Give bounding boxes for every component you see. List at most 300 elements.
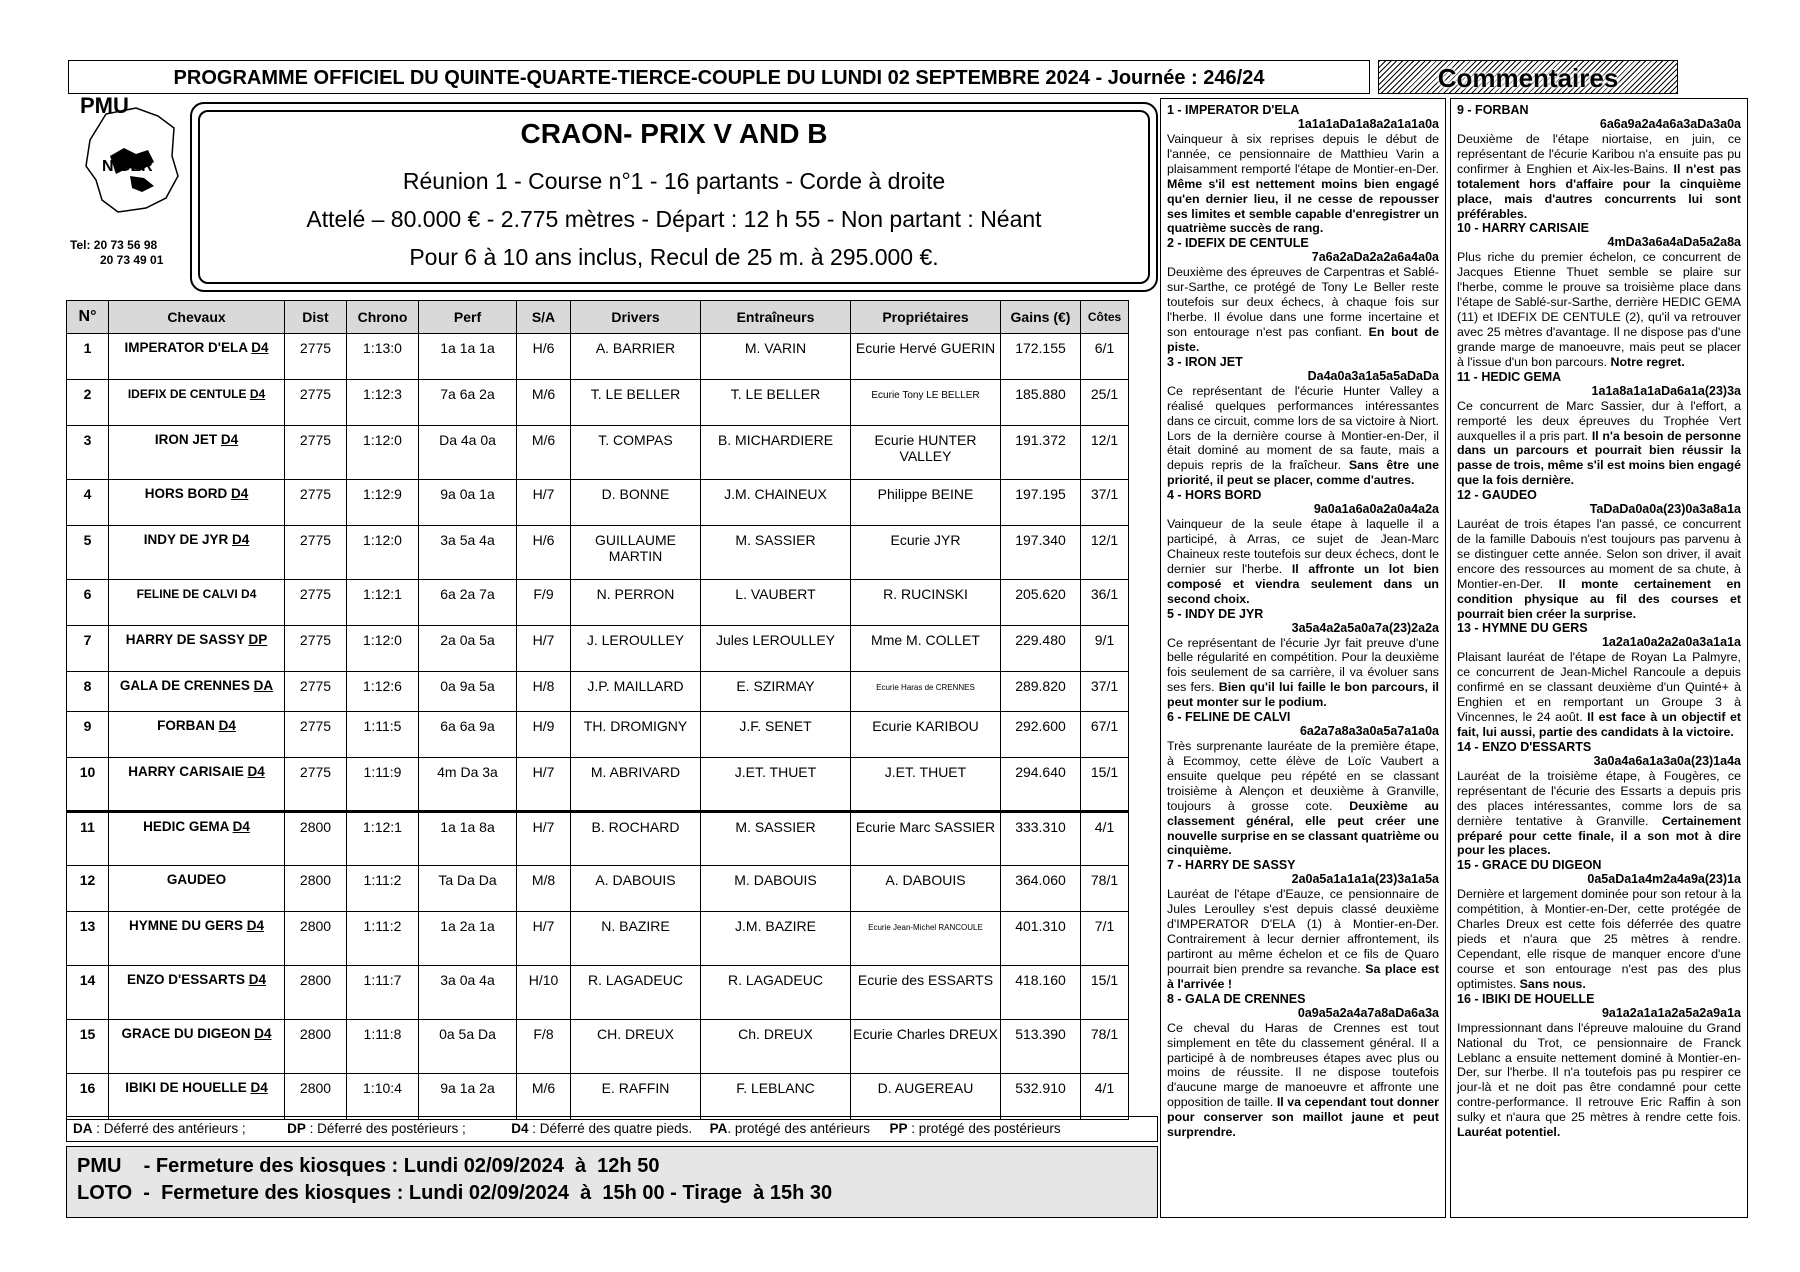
comment-title: 1 - IMPERATOR D'ELA bbox=[1167, 103, 1300, 117]
n-cell: 10 bbox=[67, 758, 109, 812]
comment-musique: 3a0a4a6a1a3a0a(23)1a4a bbox=[1593, 753, 1741, 768]
comment-body: Très surprenante lauréate de la première étape, à Ecommoy, cette élève de Loïc Vaubert a ensuite quelque peu répété en se classant troisième à Alençon et deuxième à Granville, toujours à grosse cote. bbox=[1167, 739, 1439, 813]
table-row bbox=[67, 380, 1129, 426]
comment-musique: 1a1a8a1a1aDa6a1a(23)3a bbox=[1591, 383, 1741, 398]
trainer-cell: J.ET. THUET bbox=[701, 758, 851, 812]
horse-name-cell bbox=[109, 426, 285, 480]
comment-verdict: Certainement préparé pour cette finale, il a son mot à dire pour les places. bbox=[1457, 813, 1741, 858]
horse-comment bbox=[1167, 488, 1439, 606]
comments-column-1 bbox=[1160, 98, 1446, 1218]
table-header-cell: Entraîneurs bbox=[701, 301, 851, 334]
horse-name: IDEFIX DE CENTULE bbox=[127, 387, 247, 401]
owner-cell: Ecurie Marc SASSIER bbox=[851, 812, 1001, 866]
horse-name: FELINE DE CALVI D4 bbox=[136, 587, 257, 601]
dist-cell: 2775 bbox=[285, 334, 347, 380]
chrono-cell: 1:12:6 bbox=[347, 672, 419, 712]
runners-table bbox=[66, 300, 1129, 1120]
comment-musique: 9a1a2a1a1a2a5a2a9a1a bbox=[1601, 1005, 1741, 1020]
comment-title: 14 - ENZO D'ESSARTS bbox=[1457, 739, 1592, 754]
sa-cell: H/7 bbox=[517, 758, 571, 812]
comment-musique: 6a2a7a8a3a0a5a7a1a0a bbox=[1299, 724, 1439, 739]
horse-name-cell bbox=[109, 672, 285, 712]
comment-text bbox=[1167, 636, 1439, 711]
chrono-cell: 1:12:0 bbox=[347, 626, 419, 672]
dist-cell: 2775 bbox=[285, 672, 347, 712]
deferre-code: D4 bbox=[231, 486, 249, 501]
gains-cell: 513.390 bbox=[1001, 1020, 1081, 1074]
kiosk-line-loto: LOTO - Fermeture des kiosques : Lundi 02/09/2024 à 15h 00 - Tirage à 15h 30 bbox=[77, 1182, 833, 1204]
dist-cell: 2800 bbox=[285, 812, 347, 866]
table-row bbox=[67, 912, 1129, 966]
cote-cell: 4/1 bbox=[1081, 812, 1129, 866]
table-row bbox=[67, 1074, 1129, 1120]
horse-comment bbox=[1167, 858, 1439, 991]
horse-comment bbox=[1457, 740, 1741, 858]
comment-body: Vainqueur à six reprises depuis le début de l'année, ce pensionnaire de Matthieu Varin a plaisamment remporté l'étape de Montier-en-Der. bbox=[1167, 132, 1439, 176]
race-line-2: Attelé – 80.000 € - 2.775 mètres - Départ : 12 h 55 - Non partant : Néant bbox=[306, 206, 1042, 232]
comment-musique: 0a5aDa1a4m2a4a9a(23)1a bbox=[1587, 872, 1741, 887]
cote-cell: 78/1 bbox=[1081, 866, 1129, 912]
cote-cell: 78/1 bbox=[1081, 1020, 1129, 1074]
trainer-cell: F. LEBLANC bbox=[701, 1074, 851, 1120]
comment-verdict: Il monte certainement en condition physique au fil des courses et pourrait bien créer la surprise. bbox=[1457, 576, 1741, 621]
table-header-cell: Drivers bbox=[571, 301, 701, 334]
cote-cell: 7/1 bbox=[1081, 912, 1129, 966]
horse-comment bbox=[1457, 992, 1741, 1140]
sa-cell: M/6 bbox=[517, 380, 571, 426]
chrono-cell: 1:11:8 bbox=[347, 1020, 419, 1074]
driver-cell: J.P. MAILLARD bbox=[571, 672, 701, 712]
comment-text bbox=[1167, 517, 1439, 606]
sa-cell: H/10 bbox=[517, 966, 571, 1020]
horse-name-cell bbox=[109, 526, 285, 580]
horse-name: FORBAN bbox=[157, 718, 215, 733]
comment-verdict: Il n'est pas totalement hors d'affaire pour la cinquième place, mais d'autres concurrents lui sont préférables. bbox=[1457, 161, 1741, 221]
deferre-code: DA bbox=[253, 678, 274, 693]
horse-name: HARRY DE SASSY bbox=[125, 632, 245, 647]
horse-comment bbox=[1167, 103, 1439, 236]
race-line-1: Réunion 1 - Course n°1 - 16 partants - Corde à droite bbox=[402, 168, 946, 194]
page-title: PROGRAMME OFFICIEL DU QUINTE-QUARTE-TIERCE-COUPLE DU LUNDI 02 SEPTEMBRE 2024 - Journée : 246/24 bbox=[68, 60, 1370, 94]
comment-musique: 1a1a1aDa1a8a2a1a1a0a bbox=[1297, 117, 1439, 131]
comment-text bbox=[1457, 517, 1741, 621]
dist-cell: 2775 bbox=[285, 380, 347, 426]
table-row bbox=[67, 672, 1129, 712]
gains-cell: 333.310 bbox=[1001, 812, 1081, 866]
horse-name-cell bbox=[109, 380, 285, 426]
comment-text bbox=[1167, 1021, 1439, 1140]
legend-d4-text: : Déferré des quatre pieds. bbox=[528, 1121, 693, 1136]
table-row bbox=[67, 426, 1129, 480]
comment-body: Lauréat de trois étapes l'an passé, ce concurrent de la famille Dabouis n'est toujours pas parvenu à se distinguer cette année. Selon son driver, il avait encore des ressources au moment de sa chute, à Montier-en-Der. bbox=[1457, 517, 1741, 591]
trainer-cell: L. VAUBERT bbox=[701, 580, 851, 626]
comment-title: 3 - IRON JET bbox=[1167, 354, 1243, 369]
deferre-code: D4 bbox=[232, 532, 250, 547]
comment-verdict: Il va cependant tout donner pour conserver son maillot jaune et peut surprendre. bbox=[1167, 1095, 1440, 1140]
cote-cell: 67/1 bbox=[1081, 712, 1129, 758]
gains-cell: 292.600 bbox=[1001, 712, 1081, 758]
horse-name: IRON JET bbox=[154, 432, 218, 447]
comment-musique: 6a6a9a2a4a6a3aDa3a0a bbox=[1599, 117, 1741, 131]
chrono-cell: 1:12:0 bbox=[347, 526, 419, 580]
comment-verdict: Deuxième au classement général, elle peut créer une nouvelle surprise en se classant quatrième ou cinquième. bbox=[1167, 798, 1440, 858]
gains-cell: 532.910 bbox=[1001, 1074, 1081, 1120]
driver-cell: A. DABOUIS bbox=[571, 866, 701, 912]
dist-cell: 2775 bbox=[285, 758, 347, 812]
horse-comment bbox=[1457, 103, 1741, 221]
comment-musique: TaDaDa0a0a(23)0a3a8a1a bbox=[1589, 502, 1741, 517]
table-header-cell: Chevaux bbox=[109, 301, 285, 334]
owner-cell: Ecurie Charles DREUX bbox=[851, 1020, 1001, 1074]
comment-body: Impressionnant dans l'épreuve malouine du Grand National du Trot, ce pensionnaire de Franck Leblanc a ensuite nettement dominé à Montier-en-Der, sur l'herbe. Il n'a toutefois pas pu respirer ce jour-là et ne doit pas être condamné pour cette contre-performance. Il retrouve Eric Raffin à son sulky et n'aura que 25 mètres à rendre cette fois. bbox=[1457, 1020, 1741, 1125]
chrono-cell: 1:10:4 bbox=[347, 1074, 419, 1120]
driver-cell: B. ROCHARD bbox=[571, 812, 701, 866]
kiosk-line-pmu: PMU - Fermeture des kiosques : Lundi 02/09/2024 à 12h 50 bbox=[77, 1155, 660, 1177]
comment-musique: 9a0a1a6a0a2a0a4a2a bbox=[1313, 502, 1439, 517]
legend-pp-text: : protégé des postérieurs bbox=[907, 1121, 1061, 1136]
deferre-code: D4 bbox=[248, 972, 266, 987]
comment-title: 11 - HEDIC GEMA bbox=[1457, 369, 1562, 384]
comment-text bbox=[1457, 250, 1741, 369]
deferre-code: DP bbox=[248, 632, 268, 647]
trainer-cell: M. DABOUIS bbox=[701, 866, 851, 912]
comment-verdict: Il n'a besoin de personne dans un parcours et pourrait bien réussir la passe de trois, même s'il est moins bien engagé que la fois dernière. bbox=[1457, 428, 1741, 488]
perf-cell: Ta Da Da bbox=[419, 866, 517, 912]
table-header-cell: N° bbox=[67, 301, 109, 334]
horse-name-cell bbox=[109, 480, 285, 526]
chrono-cell: 1:12:1 bbox=[347, 580, 419, 626]
sa-cell: M/6 bbox=[517, 1074, 571, 1120]
telephone-2: 20 73 49 01 bbox=[100, 253, 164, 267]
table-row bbox=[67, 526, 1129, 580]
owner-cell: R. RUCINSKI bbox=[851, 580, 1001, 626]
horse-comment bbox=[1167, 607, 1439, 711]
n-cell: 11 bbox=[67, 812, 109, 866]
dist-cell: 2800 bbox=[285, 1020, 347, 1074]
comment-text bbox=[1167, 887, 1439, 991]
horse-comment bbox=[1167, 355, 1439, 488]
comment-title: 13 - HYMNE DU GERS bbox=[1457, 621, 1588, 636]
horse-name-cell bbox=[109, 334, 285, 380]
table-header-cell: Perf bbox=[419, 301, 517, 334]
horse-name: IBIKI DE HOUELLE bbox=[125, 1080, 247, 1095]
sa-cell: H/6 bbox=[517, 334, 571, 380]
driver-cell: CH. DREUX bbox=[571, 1020, 701, 1074]
owner-cell: D. AUGEREAU bbox=[851, 1074, 1001, 1120]
owner-cell: Ecurie Jean-Michel RANCOULE bbox=[851, 912, 1001, 966]
deferre-code: D4 bbox=[218, 718, 236, 733]
chrono-cell: 1:11:7 bbox=[347, 966, 419, 1020]
gains-cell: 418.160 bbox=[1001, 966, 1081, 1020]
owner-cell: Ecurie HUNTER VALLEY bbox=[851, 426, 1001, 480]
comment-text bbox=[1457, 1021, 1741, 1140]
logo-pmu-text: PMU bbox=[80, 93, 129, 118]
comment-title: 10 - HARRY CARISAIE bbox=[1457, 221, 1589, 236]
horse-name-cell bbox=[109, 812, 285, 866]
n-cell: 9 bbox=[67, 712, 109, 758]
n-cell: 12 bbox=[67, 866, 109, 912]
comment-body: Dernière et largement dominée pour son retour à la compétition, à Montier-en-Der, cette protégée de Charles Dreux est cette fois déferrée des quatre pieds et n'aura que 25 mètres à rendre. Cependant, elle risque de manquer encore d'une course et son entourage n'est pas des plus optimistes. bbox=[1457, 887, 1741, 991]
horse-name-cell bbox=[109, 758, 285, 812]
owner-cell: Ecurie Hervé GUERIN bbox=[851, 334, 1001, 380]
race-line-3: Pour 6 à 10 ans inclus, Recul de 25 m. à 295.000 €. bbox=[409, 244, 939, 270]
legend-dp-code: DP bbox=[287, 1121, 306, 1136]
driver-cell: E. RAFFIN bbox=[571, 1074, 701, 1120]
sa-cell: H/7 bbox=[517, 480, 571, 526]
n-cell: 16 bbox=[67, 1074, 109, 1120]
cote-cell: 4/1 bbox=[1081, 1074, 1129, 1120]
trainer-cell: Ch. DREUX bbox=[701, 1020, 851, 1074]
table-row bbox=[67, 626, 1129, 672]
comment-verdict: Il affronte un lot bien composé et viendra seulement dans un second choix. bbox=[1167, 561, 1439, 606]
comment-title: 6 - FELINE DE CALVI bbox=[1167, 710, 1291, 725]
legend-pa-code: PA bbox=[709, 1121, 728, 1136]
chrono-cell: 1:11:5 bbox=[347, 712, 419, 758]
perf-cell: 9a 0a 1a bbox=[419, 480, 517, 526]
perf-cell: 3a 5a 4a bbox=[419, 526, 517, 580]
horse-name: INDY DE JYR bbox=[143, 532, 229, 547]
driver-cell: A. BARRIER bbox=[571, 334, 701, 380]
driver-cell: T. LE BELLER bbox=[571, 380, 701, 426]
perf-cell: 1a 1a 1a bbox=[419, 334, 517, 380]
trainer-cell: M. VARIN bbox=[701, 334, 851, 380]
table-header-cell: Côtes bbox=[1081, 301, 1129, 334]
perf-cell: Da 4a 0a bbox=[419, 426, 517, 480]
driver-cell: T. COMPAS bbox=[571, 426, 701, 480]
driver-cell: TH. DROMIGNY bbox=[571, 712, 701, 758]
deferre-code: D4 bbox=[220, 432, 239, 447]
comment-musique: 3a5a4a2a5a0a7a(23)2a2a bbox=[1291, 620, 1439, 635]
comment-verdict: Même s'il est nettement moins bien engagé qu'en dernier lieu, il ne cesse de repousser ses limites et semble capable d'enregistrer un quatrième succès de rang. bbox=[1167, 176, 1439, 236]
deferre-code: D4 bbox=[246, 918, 265, 933]
owner-cell: Ecurie Tony LE BELLER bbox=[851, 380, 1001, 426]
horse-name: HARRY CARISAIE bbox=[128, 764, 244, 779]
legend-da-code: DA bbox=[73, 1121, 93, 1136]
owner-cell: A. DABOUIS bbox=[851, 866, 1001, 912]
comment-verdict: Notre regret. bbox=[1610, 354, 1685, 369]
gains-cell: 197.195 bbox=[1001, 480, 1081, 526]
comment-title: 5 - INDY DE JYR bbox=[1167, 606, 1264, 621]
cote-cell: 6/1 bbox=[1081, 334, 1129, 380]
cote-cell: 15/1 bbox=[1081, 758, 1129, 812]
gains-cell: 364.060 bbox=[1001, 866, 1081, 912]
gains-cell: 185.880 bbox=[1001, 380, 1081, 426]
dist-cell: 2775 bbox=[285, 480, 347, 526]
comment-verdict: Sans être une priorité, il peut se placer, comme d'autres. bbox=[1167, 458, 1439, 488]
comment-text bbox=[1167, 132, 1439, 236]
telephone-block bbox=[70, 238, 163, 268]
comment-body: Vainqueur de la seule étape à laquelle il a participé, à Arras, ce sujet de Jean-Marc Chaineux reste toutefois sur deux échecs, dont le dernier sur l'herbe. bbox=[1167, 517, 1439, 576]
horse-name: GALA DE CRENNES bbox=[119, 678, 250, 693]
horse-name-cell bbox=[109, 912, 285, 966]
legend bbox=[66, 1116, 1158, 1142]
chrono-cell: 1:11:2 bbox=[347, 866, 419, 912]
dist-cell: 2775 bbox=[285, 712, 347, 758]
trainer-cell: M. SASSIER bbox=[701, 526, 851, 580]
trainer-cell: E. SZIRMAY bbox=[701, 672, 851, 712]
n-cell: 2 bbox=[67, 380, 109, 426]
horse-name: HORS BORD bbox=[144, 486, 228, 501]
horse-name-cell bbox=[109, 626, 285, 672]
gains-cell: 294.640 bbox=[1001, 758, 1081, 812]
perf-cell: 7a 6a 2a bbox=[419, 380, 517, 426]
comment-title: 4 - HORS BORD bbox=[1167, 488, 1262, 503]
comment-body: Ce cheval du Haras de Crennes est tout simplement en tête du classement général. Il a participé à de nombreuses étapes avec plus ou moins de réussite. Il ne dispose toutefois d'aucune marge de manoeuvre et affronte une opposition de taille. bbox=[1167, 1020, 1439, 1110]
chrono-cell: 1:12:3 bbox=[347, 380, 419, 426]
driver-cell: D. BONNE bbox=[571, 480, 701, 526]
comment-musique: 0a9a5a2a4a7a8aDa6a3a bbox=[1297, 1005, 1439, 1020]
driver-cell: N. PERRON bbox=[571, 580, 701, 626]
perf-cell: 1a 1a 8a bbox=[419, 812, 517, 866]
horse-name: HEDIC GEMA bbox=[143, 819, 229, 834]
deferre-code: D4 bbox=[247, 764, 265, 779]
cote-cell: 15/1 bbox=[1081, 966, 1129, 1020]
deferre-code: D4 bbox=[250, 1080, 268, 1095]
chrono-cell: 1:12:1 bbox=[347, 812, 419, 866]
horse-comment bbox=[1167, 236, 1439, 354]
chrono-cell: 1:13:0 bbox=[347, 334, 419, 380]
comment-verdict: Sa place est à l'arrivée ! bbox=[1167, 961, 1439, 991]
gains-cell: 197.340 bbox=[1001, 526, 1081, 580]
comment-text bbox=[1457, 399, 1741, 488]
perf-cell: 1a 2a 1a bbox=[419, 912, 517, 966]
table-row bbox=[67, 580, 1129, 626]
comment-title: 9 - FORBAN bbox=[1457, 103, 1529, 117]
legend-d4-code: D4 bbox=[511, 1121, 529, 1136]
sa-cell: H/8 bbox=[517, 672, 571, 712]
telephone-1: Tel: 20 73 56 98 bbox=[70, 238, 158, 252]
n-cell: 7 bbox=[67, 626, 109, 672]
legend-da-text: : Déferré des antérieurs ; bbox=[92, 1121, 246, 1136]
perf-cell: 6a 2a 7a bbox=[419, 580, 517, 626]
comment-body: Ce représentant de l'écurie Jyr fait preuve d'une belle régularité en compétition. Pour la deuxième fois seulement de sa carrière, il va évoluer sans ses fers. bbox=[1167, 635, 1439, 695]
trainer-cell: J.M. CHAINEUX bbox=[701, 480, 851, 526]
horse-comment bbox=[1167, 710, 1439, 858]
table-header-row bbox=[67, 301, 1129, 334]
table-header-cell: Propriétaires bbox=[851, 301, 1001, 334]
trainer-cell: T. LE BELLER bbox=[701, 380, 851, 426]
trainer-cell: M. SASSIER bbox=[701, 812, 851, 866]
n-cell: 15 bbox=[67, 1020, 109, 1074]
perf-cell: 6a 6a 9a bbox=[419, 712, 517, 758]
cote-cell: 12/1 bbox=[1081, 426, 1129, 480]
dist-cell: 2775 bbox=[285, 580, 347, 626]
comment-verdict: Il est face à un objectif et fait, lui aussi, partie des candidats à la victoire. bbox=[1457, 710, 1741, 739]
driver-cell: M. ABRIVARD bbox=[571, 758, 701, 812]
comment-text bbox=[1167, 739, 1439, 858]
horse-comment bbox=[1457, 858, 1741, 991]
sa-cell: H/9 bbox=[517, 712, 571, 758]
sa-cell: H/7 bbox=[517, 626, 571, 672]
cote-cell: 37/1 bbox=[1081, 480, 1129, 526]
n-cell: 4 bbox=[67, 480, 109, 526]
owner-cell: Ecurie JYR bbox=[851, 526, 1001, 580]
trainer-cell: J.F. SENET bbox=[701, 712, 851, 758]
table-row bbox=[67, 758, 1129, 812]
driver-cell: GUILLAUME MARTIN bbox=[571, 526, 701, 580]
gains-cell: 172.155 bbox=[1001, 334, 1081, 380]
horse-name: ENZO D'ESSARTS bbox=[126, 972, 245, 987]
comment-verdict: En bout de piste. bbox=[1167, 324, 1439, 354]
comment-body: Deuxième des épreuves de Carpentras et Sablé-sur-Sarthe, ce protégé de Tony Le Beller reste toutefois sur deux échecs, à chaque fois sur l'herbe. Il évolue dans une forme incertaine et son entourage n'est pas confiant. bbox=[1167, 265, 1439, 339]
sa-cell: H/6 bbox=[517, 526, 571, 580]
owner-cell: Ecurie des ESSARTS bbox=[851, 966, 1001, 1020]
table-row bbox=[67, 712, 1129, 758]
comment-body: Plus riche du premier échelon, ce concurrent de Jacques Etienne Thuet semble se plaire sur l'herbe, comme le prouve sa troisième place dans l'étape de Sablé-sur-Sarthe, derrière HEDIC GEMA (11) et IDEFIX DE CENTULE (2), qu'il va retrouver avec 25 mètres d'avantage. Il ne dispose pas d'une grande marge de manoeuvre, mais peut se placer à l'issue d'un bon parcours. bbox=[1457, 250, 1741, 369]
n-cell: 5 bbox=[67, 526, 109, 580]
horse-name: HYMNE DU GERS bbox=[128, 918, 243, 933]
perf-cell: 0a 5a Da bbox=[419, 1020, 517, 1074]
comment-body: Deuxième de l'étape niortaise, en juin, ce représentant de l'écurie Karibou n'a ensuite pas pu confirmer à Enghien et Aix-les-Bains. bbox=[1457, 132, 1741, 176]
driver-cell: J. LEROULLEY bbox=[571, 626, 701, 672]
comment-body: Ce concurrent de Marc Sassier, dur à l'effort, a remporté les deux épreuves du Trophée Vert auxquelles il a pris part. bbox=[1457, 398, 1741, 443]
comment-musique: 1a2a1a0a2a2a0a3a1a1a bbox=[1601, 635, 1741, 650]
sa-cell: M/6 bbox=[517, 426, 571, 480]
chrono-cell: 1:12:0 bbox=[347, 426, 419, 480]
chrono-cell: 1:11:9 bbox=[347, 758, 419, 812]
gains-cell: 401.310 bbox=[1001, 912, 1081, 966]
comment-musique: 4mDa3a6a4aDa5a2a8a bbox=[1607, 235, 1741, 250]
table-row bbox=[67, 1020, 1129, 1074]
perf-cell: 9a 1a 2a bbox=[419, 1074, 517, 1120]
cote-cell: 12/1 bbox=[1081, 526, 1129, 580]
comment-body: Lauréat de la troisième étape, à Fougères, ce représentant de l'écurie des Essarts a depuis pris des places intéressantes, comme lors de sa dernière tentative à Granville. bbox=[1457, 768, 1741, 828]
horse-name: GAUDEO bbox=[166, 872, 227, 887]
dist-cell: 2800 bbox=[285, 912, 347, 966]
deferre-code: D4 bbox=[232, 819, 250, 834]
owner-cell: Ecurie Haras de CRENNES bbox=[851, 672, 1001, 712]
dist-cell: 2800 bbox=[285, 1074, 347, 1120]
n-cell: 14 bbox=[67, 966, 109, 1020]
perf-cell: 0a 9a 5a bbox=[419, 672, 517, 712]
comment-text bbox=[1457, 887, 1741, 991]
table-header-cell: Chrono bbox=[347, 301, 419, 334]
comments-column-2 bbox=[1450, 98, 1748, 1218]
comment-body: Plaisant lauréat de l'étape de Royan La Palmyre, ce concurrent de Jean-Michel Rancoule a depuis confirmé en se classant deuxième d'un Quinté+ à Enghien et en remportant un Groupe 3 à Vincennes, le 24 août. bbox=[1457, 650, 1741, 725]
deferre-code: D4 bbox=[249, 387, 266, 401]
legend-pa-text: . protégé des antérieurs bbox=[727, 1121, 870, 1136]
cote-cell: 36/1 bbox=[1081, 580, 1129, 626]
trainer-cell: B. MICHARDIERE bbox=[701, 426, 851, 480]
owner-cell: Ecurie KARIBOU bbox=[851, 712, 1001, 758]
horse-name-cell bbox=[109, 866, 285, 912]
table-header-cell: Gains (€) bbox=[1001, 301, 1081, 334]
chrono-cell: 1:11:2 bbox=[347, 912, 419, 966]
driver-cell: N. BAZIRE bbox=[571, 912, 701, 966]
horse-comment bbox=[1457, 221, 1741, 369]
n-cell: 8 bbox=[67, 672, 109, 712]
sa-cell: H/7 bbox=[517, 912, 571, 966]
owner-cell: J.ET. THUET bbox=[851, 758, 1001, 812]
horse-comment bbox=[1457, 621, 1741, 739]
kiosk-closing-info bbox=[66, 1146, 1158, 1218]
sa-cell: F/8 bbox=[517, 1020, 571, 1074]
logo-niger-text: NIGER bbox=[102, 158, 153, 175]
horse-name-cell bbox=[109, 1074, 285, 1120]
comment-text bbox=[1457, 769, 1741, 858]
horse-comment bbox=[1167, 992, 1439, 1140]
dist-cell: 2775 bbox=[285, 426, 347, 480]
deferre-code: D4 bbox=[254, 1026, 272, 1041]
legend-dp-text: : Déferré des postérieurs ; bbox=[305, 1121, 466, 1136]
comment-musique: 7a6a2aDa2a2a6a4a0a bbox=[1311, 250, 1439, 265]
comment-text bbox=[1167, 384, 1439, 488]
horse-name: IMPERATOR D'ELA bbox=[124, 340, 248, 355]
dist-cell: 2800 bbox=[285, 966, 347, 1020]
perf-cell: 2a 0a 5a bbox=[419, 626, 517, 672]
dist-cell: 2775 bbox=[285, 626, 347, 672]
horse-name-cell bbox=[109, 1020, 285, 1074]
